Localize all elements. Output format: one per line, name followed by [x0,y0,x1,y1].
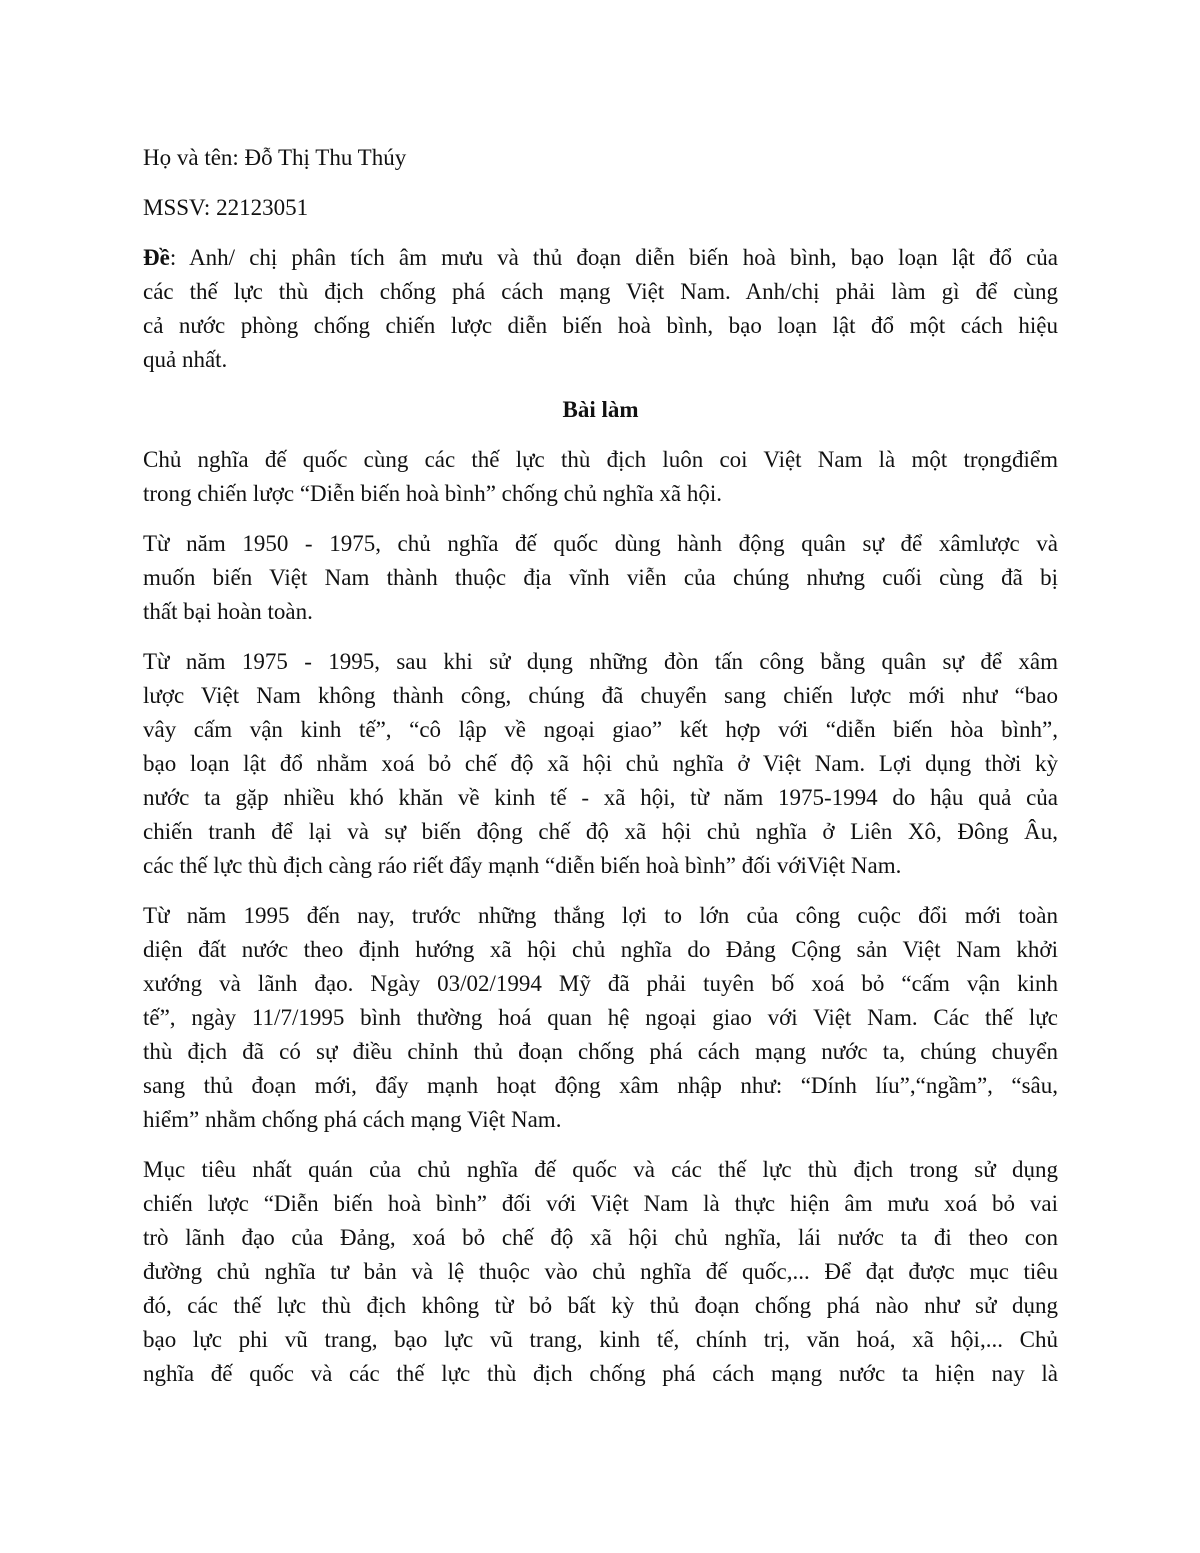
paragraph-line: Từ năm 1995 đến nay, trước những thắng lợi to lớn của công cuộc đổi mới toàn [143,903,1058,928]
paragraph-line: đó, các thế lực thù địch không từ bỏ bất kỳ thủ đoạn chống phá nào như sử dụng [143,1293,1058,1318]
paragraph-line: thù địch đã có sự điều chỉnh thủ đoạn chống phá cách mạng nước ta, chúng chuyển [143,1039,1058,1064]
body-paragraph [143,527,1058,629]
question-paragraph [143,241,1058,377]
body-paragraph [143,645,1058,883]
paragraph-line: nghĩa đế quốc và các thế lực thù địch chống phá cách mạng nước ta hiện nay là [143,1361,1058,1386]
paragraph-line: đường chủ nghĩa tư bản và lệ thuộc vào chủ nghĩa đế quốc,... Để đạt được mục tiêu [143,1259,1058,1284]
student-name-line: Họ và tên: Đỗ Thị Thu Thúy [143,145,407,170]
paragraph-line: sang thủ đoạn mới, đẩy mạnh hoạt động xâm nhập như: “Dính líu”,“ngầm”, “sâu, [143,1073,1058,1098]
paragraph-line: thất bại hoàn toàn. [143,599,313,624]
document-page [143,141,1058,1407]
paragraph-line: diện đất nước theo định hướng xã hội chủ nghĩa do Đảng Cộng sản Việt Nam khởi [143,937,1058,962]
paragraph-line: các thế lực thù địch càng ráo riết đẩy mạnh “diễn biến hoà bình” đối vớiViệt Nam. [143,853,902,878]
body-paragraph [143,899,1058,1137]
question-line: các thế lực thù địch chống phá cách mạng Việt Nam. Anh/chị phải làm gì để cùng [143,279,1058,304]
paragraph-line: hiểm” nhằm chống phá cách mạng Việt Nam. [143,1107,562,1132]
question-line: cả nước phòng chống chiến lược diễn biến hoà bình, bạo loạn lật đổ một cách hiệu [143,313,1058,338]
paragraph-line: bạo lực phi vũ trang, bạo lực vũ trang, kinh tế, chính trị, văn hoá, xã hội,... Chủ [143,1327,1058,1352]
question-label: Đề [143,245,170,270]
paragraph-line: vây cấm vận kinh tế”, “cô lập về ngoại giao” kết hợp với “diễn biến hòa bình”, [143,717,1058,742]
paragraph-line: Từ năm 1975 - 1995, sau khi sử dụng những đòn tấn công bằng quân sự để xâm [143,649,1058,674]
student-name [143,141,1058,175]
student-id-line: MSSV: 22123051 [143,195,309,220]
paragraph-line: tế”, ngày 11/7/1995 bình thường hoá quan hệ ngoại giao với Việt Nam. Các thế lực [143,1005,1058,1030]
paragraph-line: muốn biến Việt Nam thành thuộc địa vĩnh viễn của chúng nhưng cuối cùng đã bị [143,565,1058,590]
paragraph-line: chiến tranh để lại và sự biến động chế độ xã hội chủ nghĩa ở Liên Xô, Đông Âu, [143,819,1058,844]
paragraph-line: Chủ nghĩa đế quốc cùng các thế lực thù địch luôn coi Việt Nam là một trọngđiểm [143,447,1058,472]
question-line: quả nhất. [143,347,228,372]
paragraph-line: trong chiến lược “Diễn biến hoà bình” chống chủ nghĩa xã hội. [143,481,723,506]
body-paragraph [143,443,1058,511]
answer-body [143,443,1058,1391]
question-line-text: : Anh/ chị phân tích âm mưu và thủ đoạn diễn biến hoà bình, bạo loạn lật đổ của [169,245,1058,270]
answer-heading [143,393,1058,427]
paragraph-line: bạo loạn lật đổ nhằm xoá bỏ chế độ xã hội chủ nghĩa ở Việt Nam. Lợi dụng thời kỳ [143,751,1058,776]
paragraph-line: Từ năm 1950 - 1975, chủ nghĩa đế quốc dùng hành động quân sự để xâmlược và [143,531,1058,556]
paragraph-line: chiến lược “Diễn biến hoà bình” đối với Việt Nam là thực hiện âm mưu xoá bỏ vai [143,1191,1058,1216]
paragraph-line: Mục tiêu nhất quán của chủ nghĩa đế quốc và các thế lực thù địch trong sử dụng [143,1157,1058,1182]
question-line [143,241,1058,275]
paragraph-line: trò lãnh đạo của Đảng, xoá bỏ chế độ xã hội chủ nghĩa, lái nước ta đi theo con [143,1225,1058,1250]
paragraph-line: xướng và lãnh đạo. Ngày 03/02/1994 Mỹ đã phải tuyên bố xoá bỏ “cấm vận kinh [143,971,1058,996]
body-paragraph [143,1153,1058,1391]
paragraph-line: nước ta gặp nhiều khó khăn về kinh tế - xã hội, từ năm 1975-1994 do hậu quả của [143,785,1058,810]
student-id [143,191,1058,225]
paragraph-line: lược Việt Nam không thành công, chúng đã chuyển sang chiến lược mới như “bao [143,683,1058,708]
answer-heading-text: Bài làm [562,397,639,422]
